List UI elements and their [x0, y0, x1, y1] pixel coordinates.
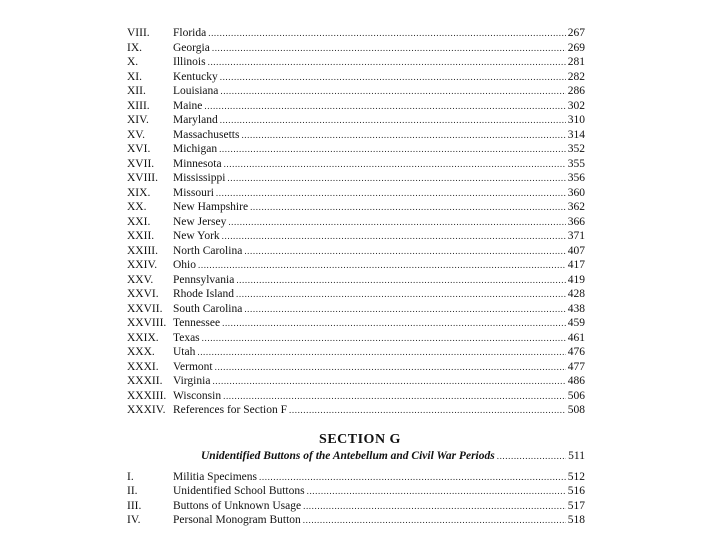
toc-row	[127, 55, 585, 70]
leader-dots	[236, 273, 565, 288]
chapter-title: Vermont	[173, 360, 213, 373]
page-number: 486	[567, 375, 585, 387]
page-number: 438	[567, 302, 585, 315]
leader-dots	[198, 258, 566, 273]
toc-row	[127, 26, 585, 41]
page-number: 269	[567, 41, 585, 54]
chapter-number: IV.	[127, 514, 141, 526]
chapter-title: Maryland	[173, 114, 218, 126]
toc-row	[127, 287, 585, 302]
toc-row	[127, 157, 585, 172]
toc-row	[127, 99, 585, 114]
leader-dots	[202, 331, 566, 346]
leader-dots	[197, 345, 565, 360]
page-number: 518	[567, 514, 585, 526]
leader-dots	[303, 499, 566, 514]
chapter-number: XXXIII.	[127, 389, 167, 402]
page-number: 360	[567, 186, 585, 199]
leader-dots	[220, 84, 565, 99]
leader-dots	[227, 171, 565, 186]
chapter-number: XXVII.	[127, 302, 163, 315]
chapter-number: XII.	[127, 85, 146, 97]
toc-row	[127, 360, 585, 375]
chapter-number: XVII.	[127, 157, 155, 170]
leader-dots	[220, 113, 566, 128]
page-number: 362	[567, 201, 585, 213]
chapter-number: XXX.	[127, 346, 155, 358]
chapter-number: III.	[127, 499, 142, 512]
leader-dots	[241, 128, 565, 143]
leader-dots	[222, 316, 566, 331]
chapter-number: XXIII.	[127, 244, 158, 257]
chapter-number: XIX.	[127, 186, 151, 199]
leader-dots	[215, 360, 566, 375]
chapter-title: Minnesota	[173, 157, 222, 170]
page-number: 407	[567, 244, 585, 257]
chapter-number: XI.	[127, 70, 143, 83]
section-g-heading: SECTION G	[319, 432, 401, 447]
leader-dots	[222, 229, 566, 244]
page-number: 417	[567, 259, 585, 271]
page-number: 286	[567, 85, 585, 97]
toc-row	[127, 128, 585, 143]
page-number: 282	[567, 70, 585, 83]
toc-row	[127, 70, 585, 85]
leader-dots	[216, 186, 566, 201]
page-number: 281	[567, 56, 585, 68]
chapter-title: Texas	[173, 331, 200, 344]
chapter-title: Florida	[173, 27, 207, 39]
chapter-title: Tennessee	[173, 317, 221, 329]
chapter-title: Unidentified School Buttons	[173, 485, 305, 497]
chapter-title: Militia Specimens	[173, 470, 258, 483]
section-g-entries	[127, 470, 585, 528]
page-number: 461	[567, 331, 585, 344]
chapter-title: Mississippi	[173, 172, 226, 184]
page-number: 419	[567, 273, 585, 286]
leader-dots	[307, 484, 566, 499]
chapter-title: Kentucky	[173, 70, 218, 83]
chapter-title: New Hampshire	[173, 201, 249, 213]
chapter-number: XXIX.	[127, 331, 159, 344]
page-number: 302	[567, 99, 585, 112]
toc-row	[127, 229, 585, 244]
page-number: 477	[567, 360, 585, 373]
toc-row	[127, 244, 585, 259]
toc-row	[127, 273, 585, 288]
section-g-subtitle-page: 511	[568, 450, 585, 462]
page-number: 267	[567, 27, 585, 39]
toc-row	[127, 302, 585, 317]
chapter-title: Personal Monogram Button	[173, 514, 301, 526]
toc-row	[127, 513, 585, 528]
section-g-list	[127, 449, 585, 528]
page-number: 310	[567, 114, 585, 126]
chapter-number: XVIII.	[127, 172, 158, 184]
toc-row	[127, 200, 585, 215]
chapter-title: Pennsylvania	[173, 273, 235, 286]
chapter-number: VIII.	[127, 27, 150, 39]
chapter-number: XXXI.	[127, 360, 159, 373]
toc-row	[127, 41, 585, 56]
chapter-title: Louisiana	[173, 85, 219, 97]
chapter-title: Ohio	[173, 259, 196, 271]
chapter-number: XX.	[127, 201, 147, 213]
toc-row	[127, 345, 585, 360]
leader-dots	[250, 200, 566, 215]
toc-row	[127, 186, 585, 201]
toc-row	[127, 389, 585, 404]
page-number: 355	[567, 157, 585, 170]
leader-dots	[219, 142, 566, 157]
toc-row	[127, 499, 585, 514]
page-number: 356	[567, 172, 585, 184]
toc-row	[127, 374, 585, 389]
chapter-number: XIII.	[127, 99, 150, 112]
page-number: 314	[567, 128, 585, 141]
toc-row	[127, 142, 585, 157]
page-number: 352	[567, 143, 585, 155]
chapter-number: IX.	[127, 41, 143, 54]
chapter-title: Georgia	[173, 41, 210, 54]
toc-row	[127, 171, 585, 186]
leader-dots	[208, 55, 566, 70]
leader-dots	[220, 70, 566, 85]
chapter-number: XXVI.	[127, 288, 159, 300]
chapter-number: XVI.	[127, 143, 151, 155]
chapter-title: Rhode Island	[173, 288, 235, 300]
leader-dots	[259, 470, 566, 485]
chapter-title: Maine	[173, 99, 203, 112]
chapter-title: Wisconsin	[173, 389, 222, 402]
toc-row	[127, 316, 585, 331]
toc-row	[127, 484, 585, 499]
page-number: 366	[567, 215, 585, 228]
section-f-list	[127, 26, 585, 418]
leader-dots	[223, 389, 566, 404]
page-number: 508	[567, 404, 585, 416]
chapter-number: I.	[127, 470, 134, 483]
chapter-title: Michigan	[173, 143, 218, 155]
chapter-number: XXII.	[127, 230, 155, 242]
section-g-subtitle-row	[127, 449, 585, 464]
chapter-number: XIV.	[127, 114, 149, 126]
chapter-title: Buttons of Unknown Usage	[173, 499, 302, 512]
toc-row	[127, 84, 585, 99]
chapter-number: II.	[127, 485, 138, 497]
chapter-title: Illinois	[173, 56, 206, 68]
page-number: 517	[567, 499, 585, 512]
leader-dots	[208, 26, 566, 41]
chapter-title: North Carolina	[173, 244, 243, 257]
page-number: 371	[567, 230, 585, 242]
leader-dots	[303, 513, 566, 528]
chapter-title: Massachusetts	[173, 128, 240, 141]
leader-dots	[212, 374, 565, 389]
chapter-number: XXIV.	[127, 259, 158, 271]
leader-dots	[224, 157, 566, 172]
chapter-number: XXXII.	[127, 375, 163, 387]
chapter-number: XXI.	[127, 215, 151, 228]
toc-row	[127, 470, 585, 485]
toc-row	[127, 258, 585, 273]
page-number: 459	[567, 317, 585, 329]
page-number: 428	[567, 288, 585, 300]
toc-row	[127, 331, 585, 346]
toc-row	[127, 113, 585, 128]
chapter-title: New Jersey	[173, 215, 227, 228]
leader-dots	[497, 449, 566, 464]
page-number: 516	[567, 485, 585, 497]
leader-dots	[204, 99, 565, 114]
leader-dots	[212, 41, 566, 56]
leader-dots	[244, 302, 565, 317]
leader-dots	[228, 215, 565, 230]
page-number: 476	[567, 346, 585, 358]
page-number: 512	[567, 470, 585, 483]
chapter-number: XXV.	[127, 273, 154, 286]
toc-row	[127, 403, 585, 418]
section-g-subtitle: Unidentified Buttons of the Antebellum and Civil War Periods	[201, 450, 495, 462]
chapter-title: South Carolina	[173, 302, 243, 315]
page-number: 506	[567, 389, 585, 402]
leader-dots	[236, 287, 566, 302]
chapter-number: XXXIV.	[127, 404, 166, 416]
chapter-title: New York	[173, 230, 220, 242]
leader-dots	[244, 244, 565, 259]
leader-dots	[289, 403, 566, 418]
chapter-number: XV.	[127, 128, 146, 141]
chapter-title: Missouri	[173, 186, 214, 199]
toc-row	[127, 215, 585, 230]
chapter-title: Virginia	[173, 375, 211, 387]
chapter-title: Utah	[173, 346, 196, 358]
chapter-number: XXVIII.	[127, 317, 167, 329]
chapter-title: References for Section F	[173, 404, 288, 416]
chapter-number: X.	[127, 56, 139, 68]
